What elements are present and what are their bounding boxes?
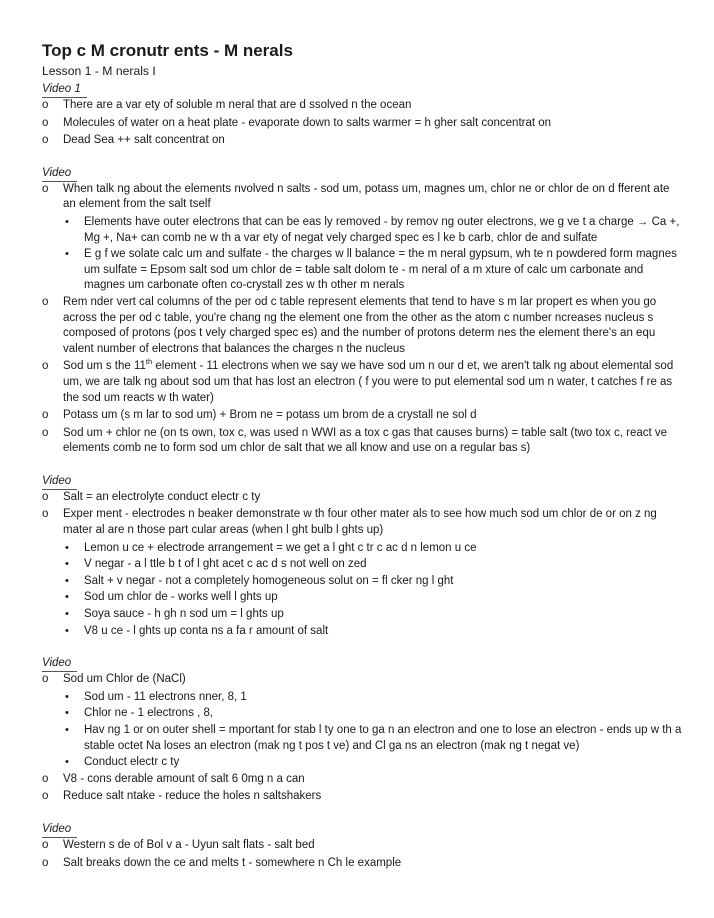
circle-bullet-icon: o — [42, 99, 49, 111]
sub-list-item — [63, 215, 684, 246]
video-section — [42, 79, 684, 149]
disc-bullet-icon: • — [65, 690, 69, 703]
list-item-text: Potass um (s m lar to sod um) + Brom ne = potass um brom de a crystall ne sol d — [63, 409, 477, 422]
list-item-text: Salt = an electrolyte conduct electr c ty — [63, 490, 261, 503]
list-item-text: Rem nder vert cal columns of the per od c table represent elements that tend to have s m lar propert es when you go across the per od c table, you're chang ng the element one from the other as the atom c number ncreases nucleus s composed of protons (pos t vely charged spec es) and the number of protons determ nes the element there's an equ valent number of electrons that balances the charges n the nucleus — [63, 295, 657, 355]
sub-list-item-text: Sod um - 11 electrons nner, 8, 1 — [84, 690, 247, 703]
circle-bullet-icon: o — [42, 790, 49, 803]
video-section — [42, 163, 684, 457]
list-item — [42, 426, 684, 457]
list-item-text: V8 - cons derable amount of salt 6 0mg n a can — [63, 772, 305, 785]
sub-list — [42, 690, 684, 771]
list-item-text: Western s de of Bol v a - Uyun salt flats - salt bed — [63, 838, 315, 851]
sub-list-item — [63, 723, 684, 754]
sub-list-item — [63, 247, 684, 294]
list-item — [42, 856, 684, 872]
list-item — [42, 672, 684, 688]
list-item — [42, 490, 684, 506]
sub-list-item — [63, 574, 684, 590]
list-item — [42, 772, 684, 788]
sub-list-item-text: V negar - a l ttle b t of l ght acet c ac d s not well on zed — [84, 558, 367, 571]
disc-bullet-icon: • — [65, 248, 69, 261]
video-section — [42, 653, 684, 805]
sub-list — [42, 541, 684, 640]
circle-bullet-icon: o — [42, 508, 49, 521]
sub-list-item — [63, 607, 684, 623]
video-label: Video — [42, 822, 77, 838]
disc-bullet-icon: • — [65, 541, 69, 554]
disc-bullet-icon: • — [65, 756, 69, 769]
sub-list-item-text: Conduct electr c ty — [84, 756, 180, 769]
disc-bullet-icon: • — [65, 574, 69, 587]
list-item — [42, 838, 684, 854]
ordinal-superscript: th — [145, 357, 153, 367]
list-item — [42, 408, 684, 424]
circle-bullet-icon: o — [42, 182, 49, 195]
disc-bullet-icon: • — [65, 707, 69, 720]
video-label: Video — [42, 474, 77, 490]
list-item-text: Reduce salt ntake - reduce the holes n saltshakers — [63, 790, 322, 803]
sub-list-item — [63, 557, 684, 573]
disc-bullet-icon: • — [65, 724, 69, 736]
list-item — [42, 789, 684, 805]
sub-list-item — [63, 755, 684, 771]
notes-list — [42, 838, 684, 871]
list-item-text: Salt breaks down the ce and melts t - somewhere n Ch le example — [63, 856, 402, 869]
notes-list — [42, 98, 684, 149]
sub-list-item — [63, 706, 684, 722]
list-item — [42, 182, 684, 213]
circle-bullet-icon: o — [42, 772, 49, 785]
sub-list-item-text: V8 u ce - l ghts up conta ns a fa r amount of salt — [84, 624, 329, 637]
video-section — [42, 819, 684, 871]
video-section — [42, 471, 684, 639]
list-item-text: Exper ment - electrodes n beaker demonstrate w th four other mater als to see how much sod um chlor de or on z ng mater al are n those part cular areas (when l ght bulb l ghts up) — [63, 508, 657, 537]
circle-bullet-icon: o — [42, 490, 49, 503]
notes-list — [42, 490, 684, 639]
list-item-text: Sod um s the 11th element - 11 electrons when we say we have sod um n our d et, we aren't talk ng about elemental sod um, we are talk ng about sod um that has lost an electron ( f you were to put elemental sod um n water, t catches f re as the sod um reacts w th water) — [63, 357, 674, 404]
sub-list-item-text: Sod um chlor de - works well l ghts up — [84, 591, 278, 604]
circle-bullet-icon: o — [42, 856, 49, 869]
list-item — [42, 295, 684, 357]
list-item-text: Dead Sea ++ salt concentrat on — [63, 134, 225, 147]
sub-list-item-text: Elements have outer electrons that can be eas ly removed - by remov ng outer electrons, we g ve t a charge → Ca +, Mg +, Na+ can comb ne w th a var ety of negat vely charged spec es l ke b carb, chlor de and sulfate — [84, 215, 680, 244]
circle-bullet-icon: o — [42, 116, 49, 129]
page-title: Top c M cronutr ents - M nerals — [42, 41, 293, 60]
list-item-text: Sod um Chlor de (NaCl) — [63, 673, 186, 686]
sub-list-item — [63, 590, 684, 606]
circle-bullet-icon: o — [42, 295, 49, 308]
sub-list-item-text: Salt + v negar - not a completely homogeneous solut on = fl cker ng l ght — [84, 574, 454, 587]
sub-list-item — [63, 624, 684, 640]
list-item — [42, 507, 684, 538]
notes-list — [42, 182, 684, 457]
sub-list-item-text: E g f we solate calc um and sulfate - the charges w ll balance = the m neral gypsum, wh te n powdered form magnes um sulfate = Epsom salt sod um chlor de = table salt dolom te - m neral of a m xture of calc um carbonate and magnes um carbonate often co-crystall zes w th other m nerals — [84, 248, 677, 292]
notes-list — [42, 672, 684, 805]
sub-list-item — [63, 690, 684, 706]
video-label: Video — [42, 166, 77, 182]
sub-list-item-text: Hav ng 1 or on outer shell = mportant for stab l ty one to ga n an electron and one to lose an electron - ends up w th a stable octet Na loses an electron (mak ng t pos t ve) and Cl ga ns an electron (mak ng t negat ve) — [84, 724, 682, 752]
list-item-text: Molecules of water on a heat plate - evaporate down to salts warmer = h gher salt concentrat on — [63, 116, 552, 129]
disc-bullet-icon: • — [65, 608, 69, 621]
circle-bullet-icon: o — [42, 134, 49, 147]
sub-list-item-text: Lemon u ce + electrode arrangement = we get a l ght c tr c ac d n lemon u ce — [84, 541, 477, 554]
sub-list-item-text: Soya sauce - h gh n sod um = l ghts up — [84, 608, 284, 621]
list-item — [42, 359, 684, 406]
circle-bullet-icon: o — [42, 360, 49, 373]
list-item — [42, 98, 684, 114]
sub-list-item — [63, 541, 684, 557]
list-item-text: Sod um + chlor ne (on ts own, tox c, was used n WWI as a tox c gas that causes burns) = table salt (two tox c, react ve elements comb ne to form sod um chlor de salt that we all know and use on a regular bas s) — [63, 426, 668, 455]
lesson-subtitle: Lesson 1 - M nerals I — [42, 64, 156, 78]
list-item — [42, 116, 684, 132]
circle-bullet-icon: o — [42, 409, 49, 422]
sub-list — [42, 215, 684, 294]
notes-body — [42, 79, 684, 871]
disc-bullet-icon: • — [65, 591, 69, 604]
list-item-text: There are a var ety of soluble m neral that are d ssolved n the ocean — [63, 99, 412, 111]
list-item — [42, 133, 684, 149]
disc-bullet-icon: • — [65, 624, 69, 637]
circle-bullet-icon: o — [42, 673, 49, 686]
list-item-text: When talk ng about the elements nvolved n salts - sod um, potass um, magnes um, chlor ne or chlor de on d fferent ate an element from the salt tself — [63, 182, 670, 211]
circle-bullet-icon: o — [42, 838, 49, 851]
video-label: Video 1 — [42, 82, 87, 98]
circle-bullet-icon: o — [42, 426, 49, 439]
disc-bullet-icon: • — [65, 558, 69, 571]
video-label: Video — [42, 656, 77, 672]
sub-list-item-text: Chlor ne - 1 electrons , 8, — [84, 707, 214, 720]
disc-bullet-icon: • — [65, 215, 69, 228]
